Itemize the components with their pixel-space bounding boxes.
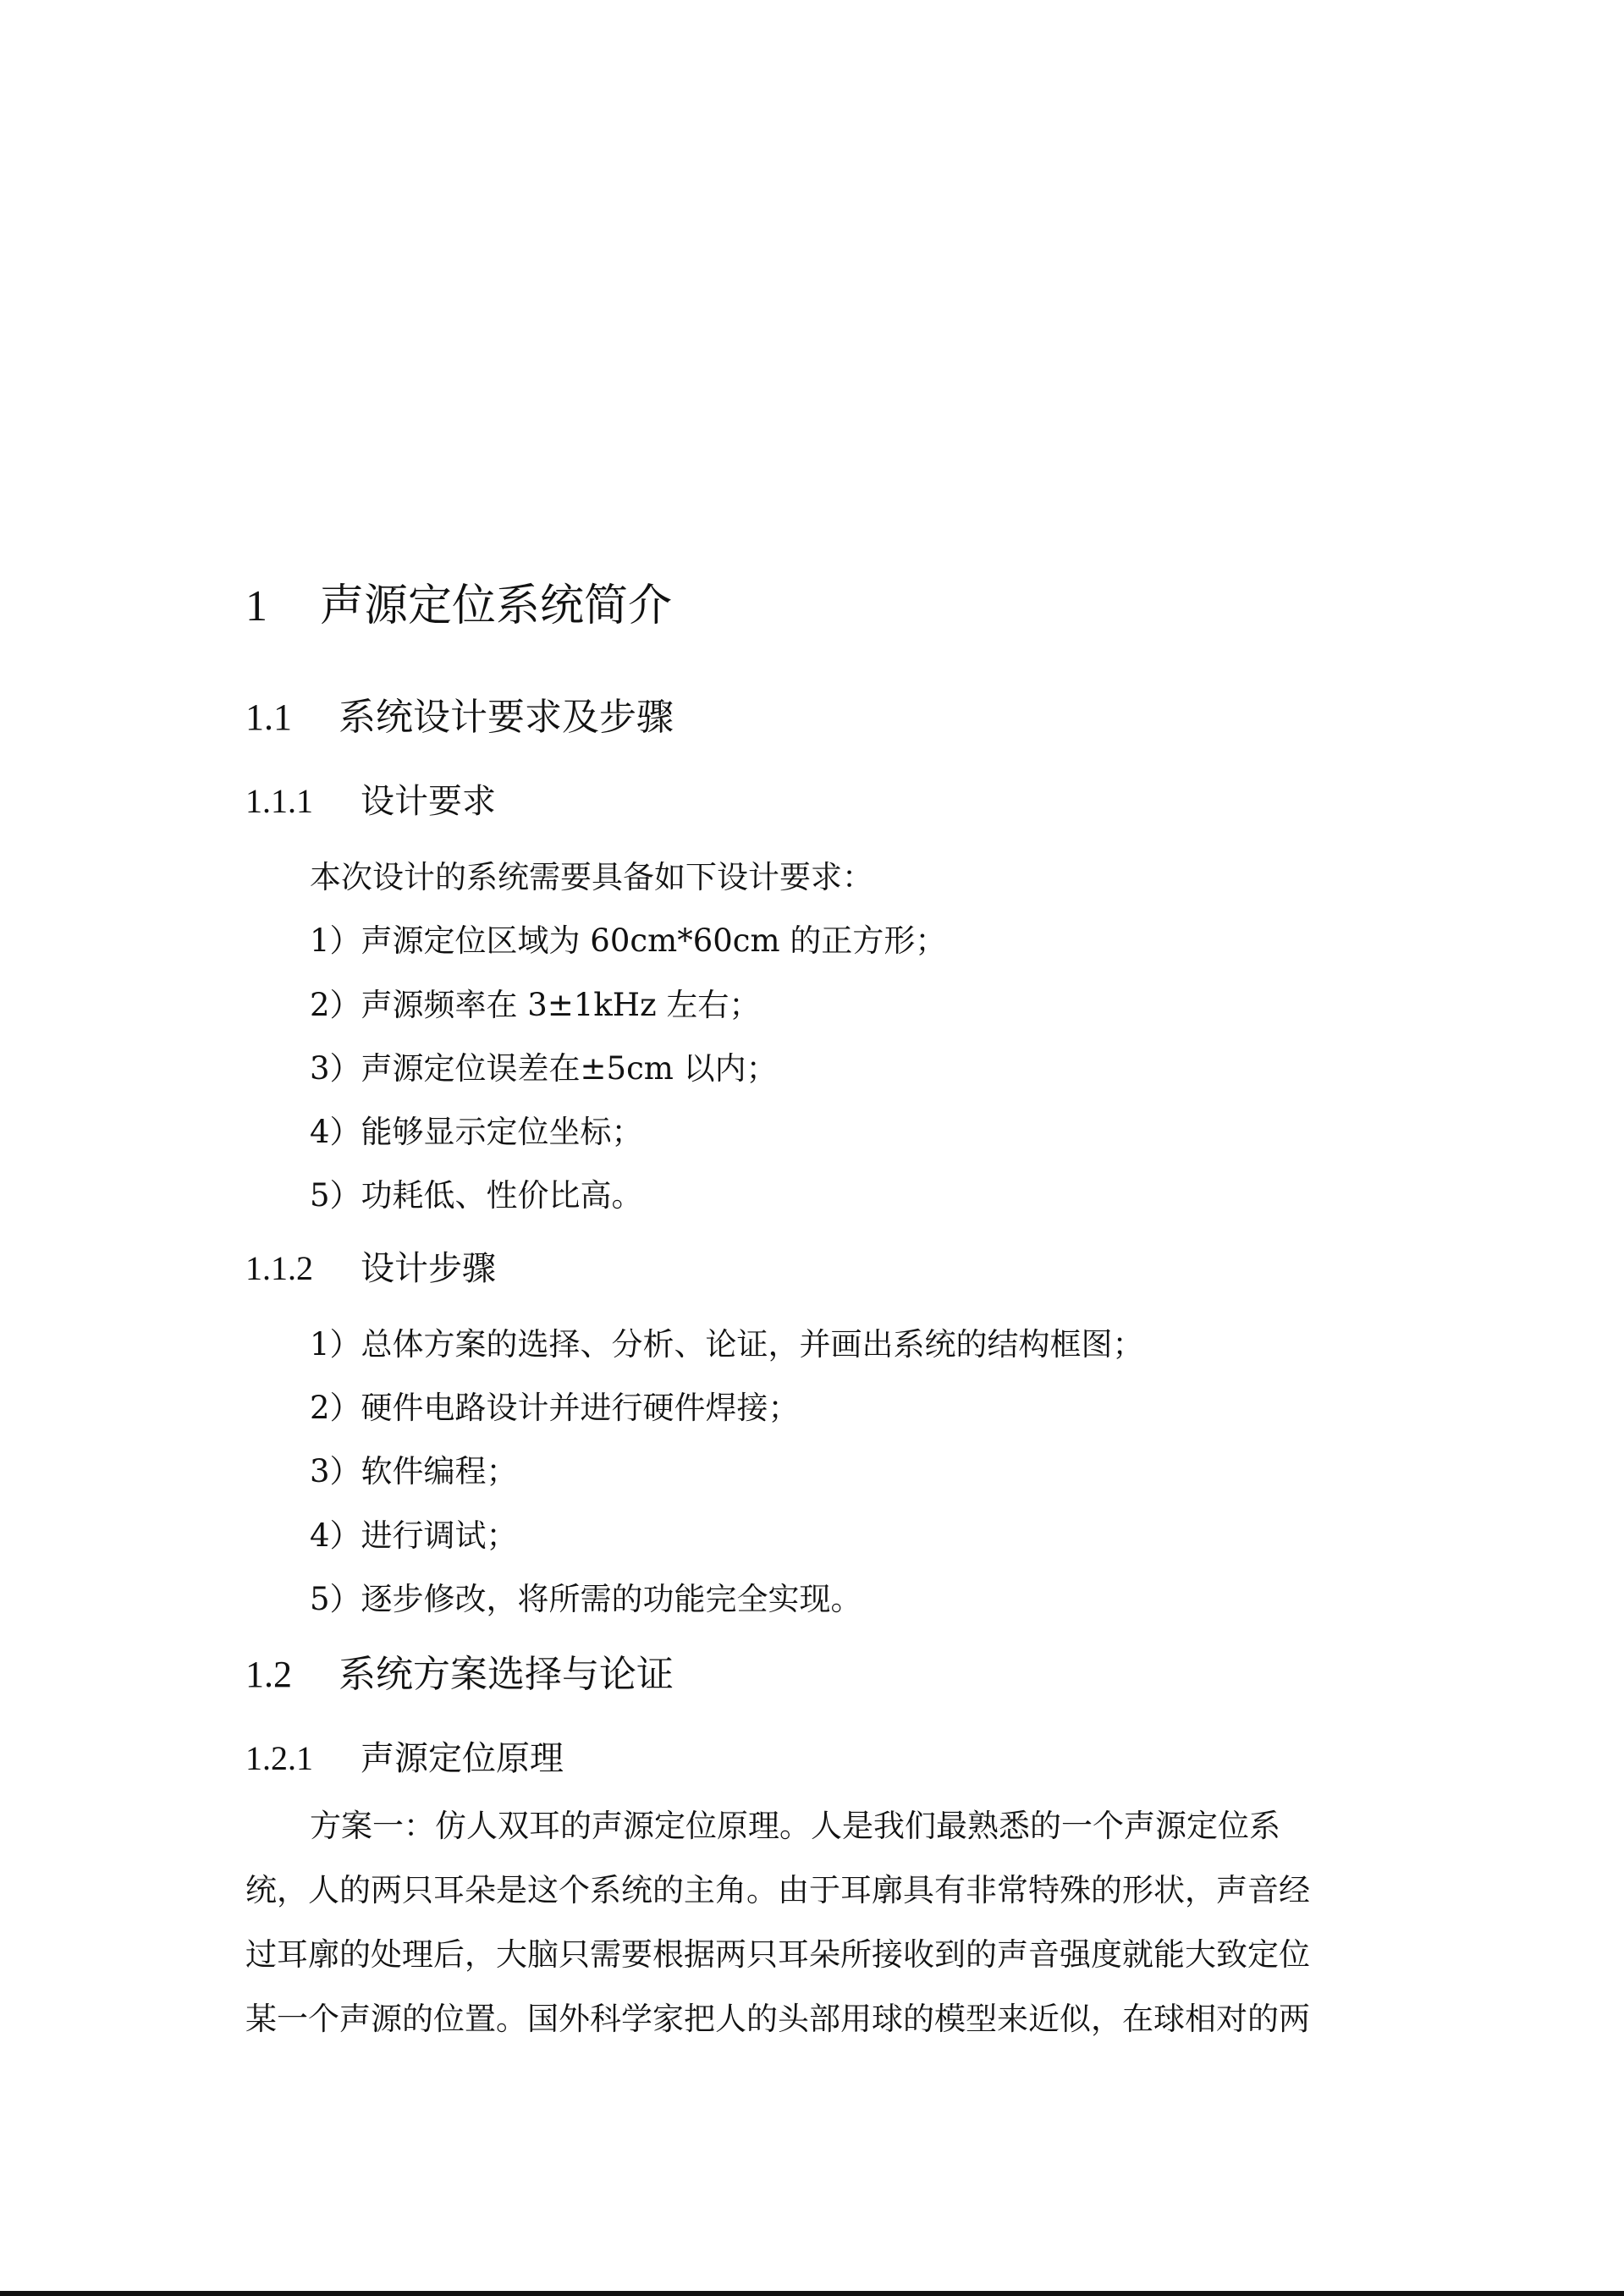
subsection-heading-1-2-1 bbox=[245, 1739, 564, 1778]
step-item: 2）硬件电路设计并进行硬件焊接； bbox=[310, 1390, 800, 1426]
subsection-heading-1-1-1 bbox=[245, 782, 496, 821]
requirement-item: 4）能够显示定位坐标； bbox=[310, 1114, 643, 1150]
subsection-number: 1.2.1 bbox=[245, 1739, 313, 1777]
section-number: 1.2 bbox=[245, 1654, 292, 1695]
paragraph-line: 某一个声源的位置。国外科学家把人的头部用球的模型来近似，在球相对的两 bbox=[245, 2001, 1310, 2037]
subsection-title: 声源定位原理 bbox=[361, 1739, 564, 1778]
subsection-title: 设计要求 bbox=[361, 782, 496, 821]
paragraph-line: 过耳廓的处理后，大脑只需要根据两只耳朵所接收到的声音强度就能大致定位 bbox=[245, 1936, 1310, 1973]
section-number: 1.1 bbox=[245, 697, 292, 738]
requirement-item: 5）功耗低、性价比高。 bbox=[310, 1177, 643, 1214]
chapter-heading bbox=[245, 581, 673, 631]
section-heading-1-2 bbox=[245, 1653, 674, 1696]
subsection-heading-1-1-2 bbox=[245, 1249, 496, 1288]
step-item: 3）软件编程； bbox=[310, 1453, 518, 1489]
step-item: 1）总体方案的选择、分析、论证，并画出系统的结构框图； bbox=[310, 1326, 1144, 1363]
paragraph-line: 统，人的两只耳朵是这个系统的主角。由于耳廓具有非常特殊的形状，声音经 bbox=[245, 1872, 1310, 1908]
section-heading-1-1 bbox=[245, 696, 674, 739]
subsection-number: 1.1.1 bbox=[245, 782, 313, 820]
requirement-item: 1）声源定位区域为 60cm*60cm 的正方形； bbox=[310, 922, 947, 959]
requirement-item: 3）声源定位误差在±5cm 以内； bbox=[310, 1050, 778, 1087]
page-bottom-border bbox=[0, 2291, 1624, 2296]
chapter-title: 声源定位系统简介 bbox=[320, 581, 673, 631]
step-item: 4）进行调试； bbox=[310, 1517, 518, 1554]
chapter-number: 1 bbox=[245, 582, 267, 630]
subsection-title: 设计步骤 bbox=[361, 1249, 496, 1288]
requirements-intro: 本次设计的系统需要具备如下设计要求： bbox=[310, 859, 873, 895]
requirement-item: 2）声源频率在 3±1kHz 左右； bbox=[310, 987, 761, 1023]
section-title: 系统方案选择与论证 bbox=[339, 1653, 674, 1696]
paragraph-line: 方案一：仿人双耳的声源定位原理。人是我们最熟悉的一个声源定位系 bbox=[310, 1808, 1280, 1844]
section-title: 系统设计要求及步骤 bbox=[339, 696, 674, 739]
step-item: 5）逐步修改，将所需的功能完全实现。 bbox=[310, 1581, 862, 1617]
subsection-number: 1.1.2 bbox=[245, 1249, 313, 1287]
